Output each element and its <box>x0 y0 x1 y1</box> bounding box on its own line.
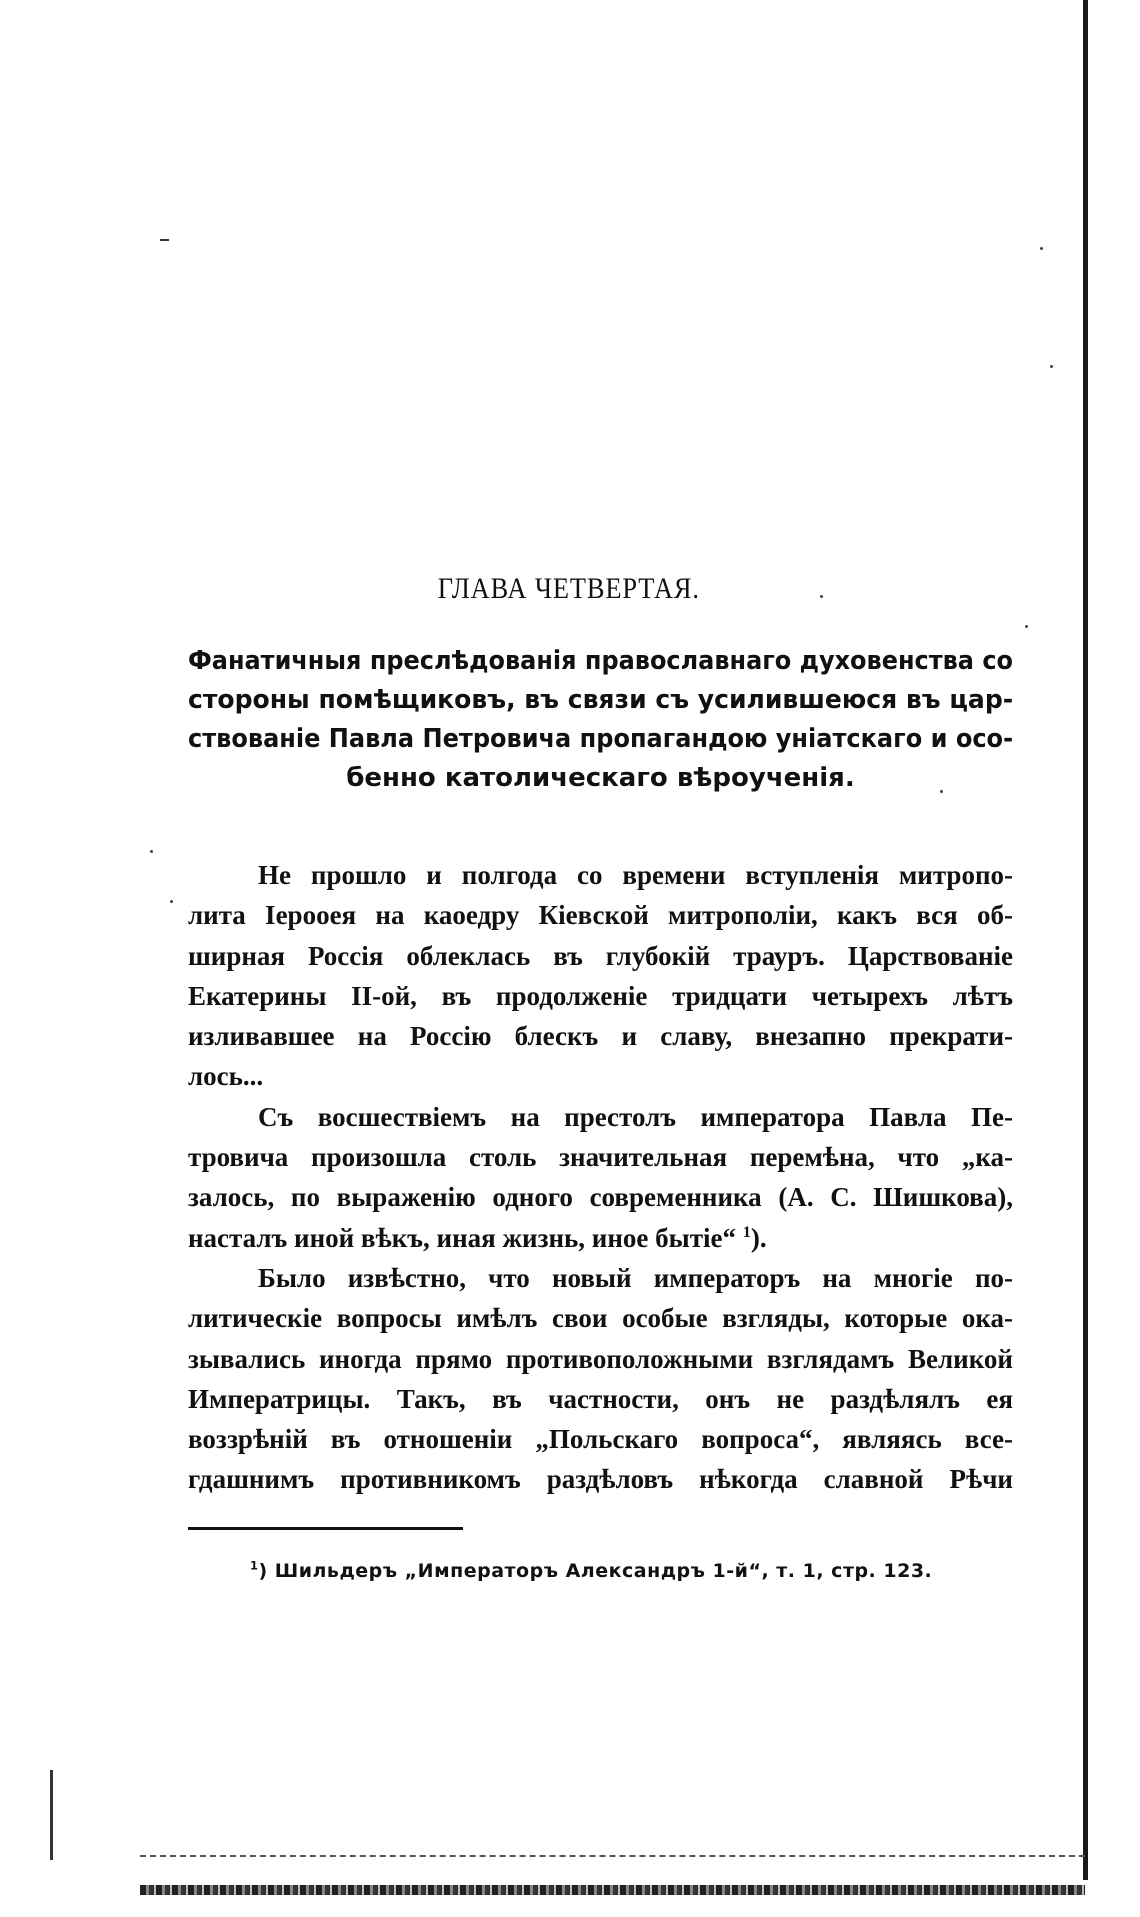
footnote-divider <box>188 1527 463 1530</box>
body-text <box>188 855 1013 1500</box>
scan-speck <box>150 850 153 853</box>
binding-edge-mark <box>50 1770 53 1860</box>
body-line: ширная Россія облеклась въ глубокій трауръ. Царствованіе <box>188 940 1013 971</box>
footnote-reference[interactable]: 1 <box>742 1222 751 1241</box>
scan-speck <box>170 900 173 903</box>
summary-line: ствованіе Павла Петровича пропагандою уніатскаго и осо- <box>188 724 1014 754</box>
body-line-closing: ). <box>750 1222 767 1253</box>
footnote-marker: 1 <box>250 1558 259 1573</box>
scan-speck <box>1025 625 1028 628</box>
chapter-summary <box>188 642 1013 798</box>
scan-artifact-line <box>140 1855 1085 1857</box>
body-line: Было извѣстно, что новый императоръ на многіе по- <box>258 1262 1013 1293</box>
body-line: изливавшее на Россію блескъ и славу, внезапно прекрати- <box>188 1021 1013 1052</box>
body-line: Не прошло и полгода со времени вступленія митропо- <box>258 860 1013 890</box>
body-line: Императрицы. Такъ, въ частности, онъ не раздѣлялъ ея <box>188 1383 1013 1414</box>
body-line-text: насталъ иной вѣкъ, иная жизнь, иное бытіе“ <box>188 1222 736 1253</box>
body-line: лось... <box>188 1061 264 1092</box>
scan-speck <box>1050 365 1053 368</box>
footnote <box>250 1560 932 1582</box>
body-line: залось, по выраженію одного современника (А. С. Шишкова), <box>188 1182 1013 1213</box>
summary-line: стороны помѣщиковъ, въ связи съ усилившеюся въ цар- <box>188 685 1014 715</box>
body-line-with-footnote <box>188 1218 1013 1258</box>
chapter-title: ГЛАВА ЧЕТВЕРТАЯ. <box>437 572 700 605</box>
scan-speck <box>160 239 169 241</box>
summary-line: бенно католическаго вѣроученія. <box>346 763 855 793</box>
body-line: Екатерины II-ой, въ продолженіе тридцати четырехъ лѣтъ <box>188 980 1013 1011</box>
body-line: тровича произошла столь значительная перемѣна, что „ка- <box>188 1142 1013 1173</box>
body-line: литическіе вопросы имѣлъ свои особые взгляды, которые ока- <box>188 1303 1013 1334</box>
body-line: лита Іерооея на каоедру Кіевской митрополіи, какъ вся об- <box>188 900 1013 931</box>
body-line: Съ восшествіемъ на престолъ императора Павла Пе- <box>258 1101 1013 1132</box>
body-line: зывались иногда прямо противоположными взглядамъ Великой <box>188 1343 1013 1374</box>
summary-line: Фанатичныя преслѣдованія православнаго духовенства со <box>188 646 1014 676</box>
body-line: воззрѣній въ отношеніи „Польскаго вопроса“, являясь все- <box>188 1424 1013 1455</box>
footnote-text: ) Шильдеръ „Императоръ Александръ 1-й“, т. 1, стр. 123. <box>258 1560 933 1582</box>
body-line: гдашнимъ противникомъ раздѣловъ нѣкогда славной Рѣчи <box>188 1464 1013 1495</box>
scan-artifact-strip <box>140 1885 1085 1895</box>
page-edge-shadow <box>1083 0 1088 1880</box>
scan-speck <box>1040 247 1043 250</box>
